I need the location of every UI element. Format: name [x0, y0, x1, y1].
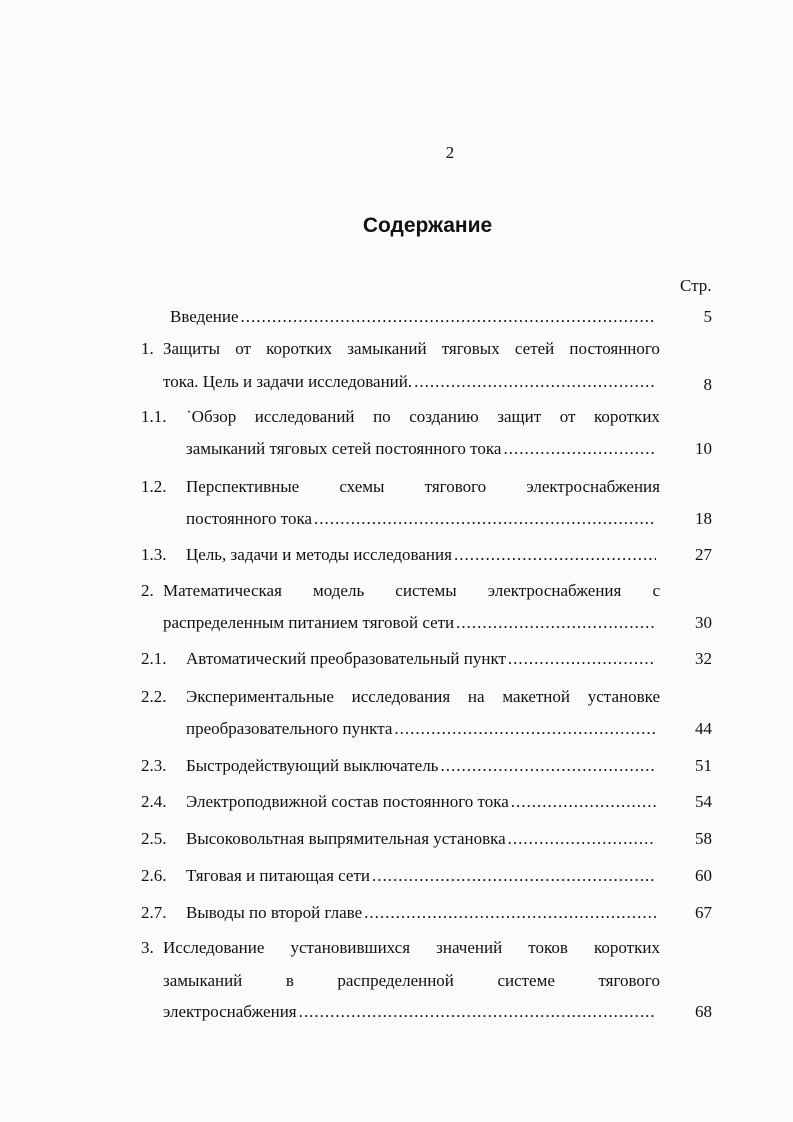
toc-entry-s1-2-line2[interactable]: постоянного тока ..... — [186, 508, 656, 530]
page-number: 2 — [445, 143, 455, 162]
toc-entry-s1-1-line1[interactable]: ˙Обзор исследований по созданию защит от коротких — [186, 407, 660, 426]
toc-section-number: 3. — [141, 938, 154, 957]
pages-column-label: Стр. — [680, 276, 712, 295]
toc-page-number: 32 — [695, 649, 712, 668]
toc-entry-s1-2-line1[interactable]: Перспективные схемы тягового электроснабжения — [186, 477, 660, 496]
toc-page-number: 68 — [695, 1002, 712, 1021]
toc-entry-s2-4[interactable]: Электроподвижной состав постоянного тока ..... — [186, 791, 656, 813]
toc-page-number: 8 — [703, 375, 712, 394]
toc-section-number: 2.2. — [141, 687, 167, 706]
toc-page-number: 60 — [695, 866, 712, 885]
toc-entry-s2-line1[interactable]: Математическая модель системы электроснабжения с — [163, 581, 660, 600]
toc-section-number: 1.2. — [141, 477, 167, 496]
toc-section-number: 1.3. — [141, 545, 167, 564]
toc-entry-s1-3[interactable]: Цель, задачи и методы исследования ..... — [186, 544, 656, 566]
toc-section-number: 2.4. — [141, 792, 167, 811]
toc-entry-s2-5[interactable]: Высоковольтная выпрямительная установка ..... — [186, 828, 656, 850]
toc-entry-s2-6[interactable]: Тяговая и питающая сети ..... — [186, 865, 656, 887]
toc-entry-s3-line2[interactable]: замыканий в распределенной системе тягового — [163, 971, 660, 990]
toc-page-number: 10 — [695, 439, 712, 458]
toc-section-number: 2.6. — [141, 866, 167, 885]
toc-page-number: 54 — [695, 792, 712, 811]
page-title: Содержание — [362, 214, 493, 237]
toc-entry-s3-line3[interactable]: электроснабжения ..... — [163, 1001, 656, 1023]
toc-section-number: 2. — [141, 581, 154, 600]
toc-entry-s2-line2[interactable]: распределенным питанием тяговой сети ..... — [163, 612, 656, 634]
toc-entry-intro[interactable] — [170, 306, 656, 328]
toc-entry-title: Введение — [170, 307, 239, 326]
toc-page-number: 67 — [695, 903, 712, 922]
toc-section-number: 2.3. — [141, 756, 167, 775]
toc-page-number: 44 — [695, 719, 712, 738]
toc-entry-s1-1-line2[interactable]: замыканий тяговых сетей постоянного тока ..... — [186, 438, 656, 460]
toc-section-number: 1. — [141, 339, 154, 358]
toc-section-number: 2.7. — [141, 903, 167, 922]
toc-entry-s2-1[interactable]: Автоматический преобразовательный пункт ..... — [186, 648, 656, 670]
toc-entry-s2-3[interactable]: Быстродействующий выключатель ..... — [186, 755, 656, 777]
toc-page-number: 51 — [695, 756, 712, 775]
toc-page-number: 27 — [695, 545, 712, 564]
toc-page-number: 5 — [703, 307, 712, 326]
toc-page-number: 30 — [695, 613, 712, 632]
toc-section-number: 2.5. — [141, 829, 167, 848]
toc-entry-s2-2-line1[interactable]: Экспериментальные исследования на макетной установке — [186, 687, 660, 706]
toc-section-number: 2.1. — [141, 649, 167, 668]
toc-section-number: 1.1. — [141, 407, 167, 426]
toc-entry-s1-line1[interactable]: Защиты от коротких замыканий тяговых сетей постоянного — [163, 339, 660, 358]
toc-entry-s2-7[interactable]: Выводы по второй главе ..... — [186, 902, 656, 924]
toc-entry-s1-line2[interactable]: тока. Цель и задачи исследований. ..... — [163, 371, 656, 393]
toc-page-number: 18 — [695, 509, 712, 528]
toc-page-number: 58 — [695, 829, 712, 848]
toc-entry-s3-line1[interactable]: Исследование установившихся значений токов коротких — [163, 938, 660, 957]
toc-entry-s2-2-line2[interactable]: преобразовательного пункта ..... — [186, 718, 656, 740]
